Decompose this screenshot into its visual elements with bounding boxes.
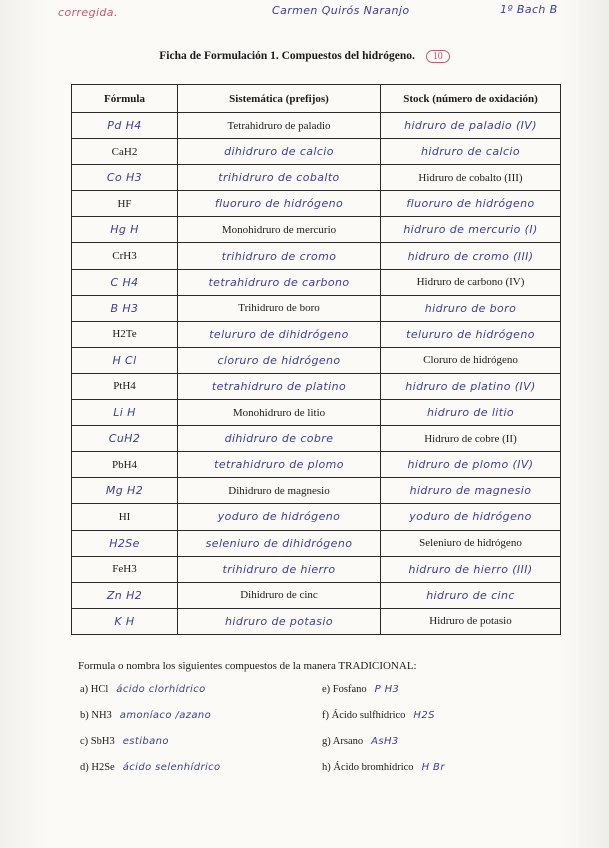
- cell-formula: CrH3: [72, 243, 178, 269]
- exercise-question: b) NH3: [80, 710, 112, 721]
- exercise-item: [80, 684, 206, 695]
- cell-systematic: tetrahidruro de platino: [178, 373, 381, 399]
- table-row: [72, 478, 561, 504]
- correction-note: corregida.: [58, 6, 118, 19]
- cell-systematic: tetrahidruro de plomo: [178, 452, 381, 478]
- title-text: Ficha de Formulación 1. Compuestos del hidrógeno.: [159, 50, 415, 62]
- table-row: [72, 452, 561, 478]
- cell-formula: Co H3: [72, 165, 178, 191]
- table-row: [72, 217, 561, 243]
- cell-systematic: yoduro de hidrógeno: [178, 504, 381, 530]
- cell-stock: hidruro de magnesio: [381, 478, 561, 504]
- grade-badge: 10: [426, 50, 450, 63]
- cell-systematic: trihidruro de cromo: [178, 243, 381, 269]
- cell-systematic: tetrahidruro de carbono: [178, 269, 381, 295]
- cell-formula: B H3: [72, 295, 178, 321]
- cell-formula: HI: [72, 504, 178, 530]
- cell-formula: HF: [72, 191, 178, 217]
- table-row: [72, 243, 561, 269]
- cell-systematic: seleniuro de dihidrógeno: [178, 530, 381, 556]
- cell-stock: fluoruro de hidrógeno: [381, 191, 561, 217]
- column-header-systematic: Sistemática (prefijos): [178, 85, 381, 113]
- table-header-row: [72, 85, 561, 113]
- cell-formula: PtH4: [72, 373, 178, 399]
- table-row: [72, 139, 561, 165]
- exercise-item: [322, 762, 445, 773]
- cell-systematic: trihidruro de cobalto: [178, 165, 381, 191]
- cell-stock: telururo de hidrógeno: [381, 321, 561, 347]
- exercise-question: g) Arsano: [322, 736, 364, 747]
- cell-stock: hidruro de litio: [381, 400, 561, 426]
- table-row: [72, 321, 561, 347]
- cell-formula: CuH2: [72, 426, 178, 452]
- cell-systematic: hidruro de potasio: [178, 608, 381, 634]
- table-row: [72, 400, 561, 426]
- exercise-answer: H Br: [421, 762, 445, 773]
- cell-systematic: Monohidruro de litio: [178, 400, 381, 426]
- cell-stock: Cloruro de hidrógeno: [381, 347, 561, 373]
- exercise-answer: amoníaco /azano: [119, 710, 212, 721]
- column-header-formula: Fórmula: [72, 85, 178, 113]
- cell-systematic: Monohidruro de mercurio: [178, 217, 381, 243]
- table-row: [72, 556, 561, 582]
- table-row: [72, 347, 561, 373]
- table-row: [72, 504, 561, 530]
- cell-formula: Hg H: [72, 217, 178, 243]
- cell-stock: Hidruro de cobre (II): [381, 426, 561, 452]
- column-header-stock: Stock (número de oxidación): [381, 85, 561, 113]
- cell-systematic: Dihidruro de cinc: [178, 582, 381, 608]
- student-name: Carmen Quirós Naranjo: [272, 4, 410, 17]
- traditional-instruction: Formula o nombra los siguientes compuestos de la manera TRADICIONAL:: [78, 660, 417, 672]
- cell-stock: hidruro de cinc: [381, 582, 561, 608]
- table-row: [72, 530, 561, 556]
- table-row: [72, 165, 561, 191]
- cell-formula: PbH4: [72, 452, 178, 478]
- exercise-question: c) SbH3: [80, 736, 115, 747]
- cell-stock: hidruro de platino (IV): [381, 373, 561, 399]
- cell-stock: Hidruro de cobalto (III): [381, 165, 561, 191]
- cell-stock: yoduro de hidrógeno: [381, 504, 561, 530]
- cell-stock: Hidruro de carbono (IV): [381, 269, 561, 295]
- cell-systematic: fluoruro de hidrógeno: [178, 191, 381, 217]
- cell-formula: Li H: [72, 400, 178, 426]
- table-row: [72, 191, 561, 217]
- cell-systematic: Dihidruro de magnesio: [178, 478, 381, 504]
- exercise-answer: AsH3: [371, 736, 399, 747]
- cell-stock: hidruro de mercurio (I): [381, 217, 561, 243]
- exercise-item: [80, 710, 211, 721]
- exercise-item: [80, 736, 169, 747]
- cell-systematic: cloruro de hidrógeno: [178, 347, 381, 373]
- exercise-answer: P H3: [374, 684, 400, 695]
- table-row: [72, 295, 561, 321]
- exercise-answer: ácido clorhídrico: [116, 684, 206, 695]
- cell-stock: hidruro de paladio (IV): [381, 113, 561, 139]
- cell-systematic: Tetrahidruro de paladio: [178, 113, 381, 139]
- cell-stock: Seleniuro de hidrógeno: [381, 530, 561, 556]
- cell-stock: hidruro de cromo (III): [381, 243, 561, 269]
- table-row: [72, 608, 561, 634]
- cell-stock: Hidruro de potasio: [381, 608, 561, 634]
- cell-formula: FeH3: [72, 556, 178, 582]
- table-row: [72, 582, 561, 608]
- cell-stock: hidruro de plomo (IV): [381, 452, 561, 478]
- table-row: [72, 426, 561, 452]
- exercise-item: [322, 684, 399, 695]
- exercise-item: [322, 736, 399, 747]
- cell-systematic: trihidruro de hierro: [178, 556, 381, 582]
- cell-systematic: dihidruro de calcio: [178, 139, 381, 165]
- exercise-answer: ácido selenhídrico: [122, 762, 221, 773]
- worksheet-title: [0, 50, 609, 63]
- cell-systematic: dihidruro de cobre: [178, 426, 381, 452]
- exercise-question: e) Fosfano: [322, 684, 367, 695]
- exercise-item: [322, 710, 435, 721]
- formulation-table: [71, 84, 561, 635]
- student-class: 1º Bach B: [500, 3, 558, 16]
- cell-formula: Pd H4: [72, 113, 178, 139]
- cell-formula: Mg H2: [72, 478, 178, 504]
- exercise-answer: estibano: [122, 736, 169, 747]
- cell-formula: H Cl: [72, 347, 178, 373]
- cell-formula: H2Te: [72, 321, 178, 347]
- table-row: [72, 113, 561, 139]
- cell-formula: C H4: [72, 269, 178, 295]
- cell-stock: hidruro de hierro (III): [381, 556, 561, 582]
- exercise-question: f) Ácido sulfhídrico: [322, 710, 406, 721]
- exercise-item: [80, 762, 221, 773]
- exercise-question: d) H2Se: [80, 762, 115, 773]
- cell-formula: Zn H2: [72, 582, 178, 608]
- exercise-question: a) HCl: [80, 684, 109, 695]
- cell-systematic: telururo de dihidrógeno: [178, 321, 381, 347]
- cell-formula: CaH2: [72, 139, 178, 165]
- cell-stock: hidruro de calcio: [381, 139, 561, 165]
- exercise-answer: H2S: [413, 710, 435, 721]
- table-row: [72, 269, 561, 295]
- cell-stock: hidruro de boro: [381, 295, 561, 321]
- cell-formula: K H: [72, 608, 178, 634]
- cell-formula: H2Se: [72, 530, 178, 556]
- table-row: [72, 373, 561, 399]
- exercise-question: h) Ácido bromhídrico: [322, 762, 414, 773]
- cell-systematic: Trihidruro de boro: [178, 295, 381, 321]
